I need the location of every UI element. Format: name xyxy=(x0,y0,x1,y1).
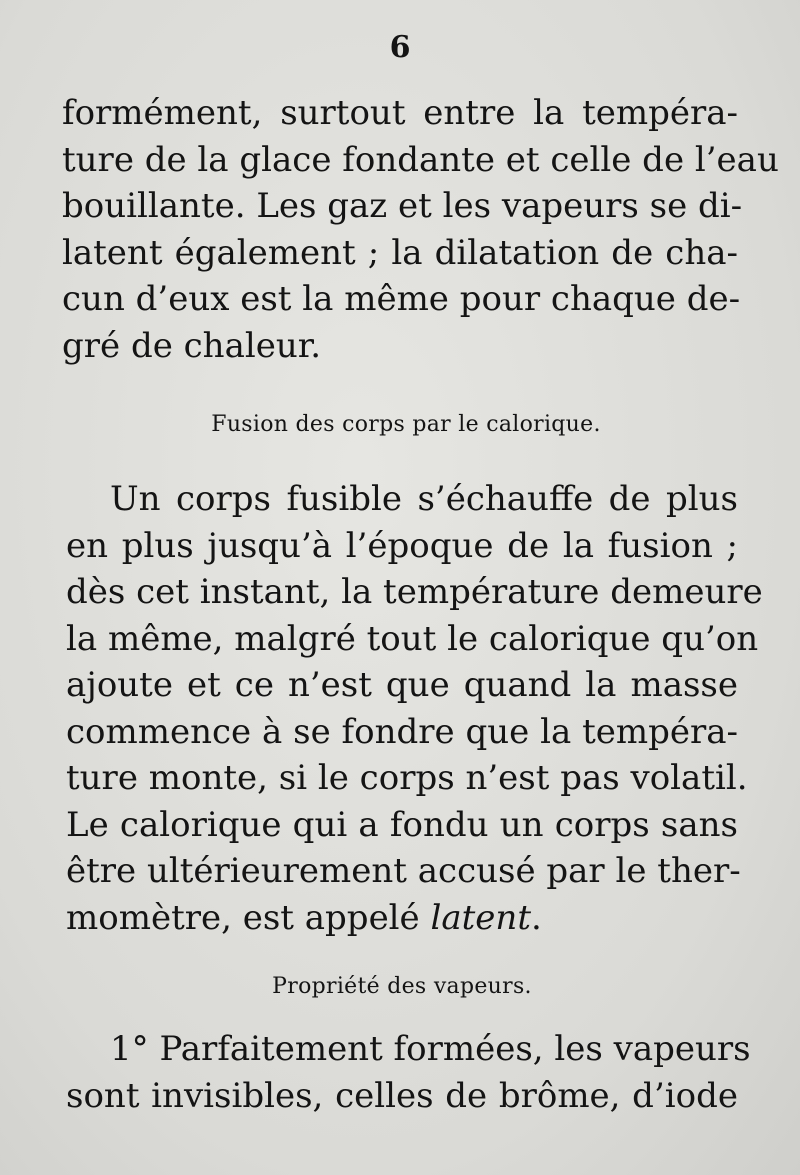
text-line: ture de la glace fondante et celle de l’eau xyxy=(62,139,779,180)
text-line: ajoute et ce n’est que quand la masse xyxy=(66,665,738,705)
paragraph-thermal-dilatation xyxy=(62,90,779,369)
text-line: sont invisibles, celles de brôme, d’iode xyxy=(66,1075,738,1116)
text-fragment: . xyxy=(531,897,542,938)
text-line: 1° Parfaitement formées, les vapeurs xyxy=(110,1029,751,1069)
text-line: commence à se fondre que la tempéra- xyxy=(66,711,738,752)
text-line: Le calorique qui a fondu un corps sans xyxy=(66,804,738,845)
paragraph-vapeurs xyxy=(66,1026,751,1119)
text-line: en plus jusqu’à l’époque de la fusion ; xyxy=(66,525,738,566)
italic-term-latent: latent xyxy=(430,897,531,938)
text-line: bouillante. Les gaz et les vapeurs se di- xyxy=(62,186,743,226)
text-line-last xyxy=(66,895,738,942)
text-line: ture monte, si le corps n’est pas volatil. xyxy=(66,758,748,798)
text-line: latent également ; la dilatation de cha- xyxy=(62,232,738,273)
text-line: cun d’eux est la même pour chaque de- xyxy=(62,279,741,319)
page-number: 6 xyxy=(389,30,411,65)
section-heading-vapeurs: Propriété des vapeurs. xyxy=(272,974,532,999)
text-line: la même, malgré tout le calorique qu’on xyxy=(66,618,759,659)
text-line: Un corps fusible s’échauffe de plus xyxy=(110,479,738,519)
text-fragment: momètre, est appelé xyxy=(66,897,431,938)
paragraph-fusion xyxy=(66,476,763,941)
section-heading-fusion: Fusion des corps par le calorique. xyxy=(211,412,601,437)
text-line: dès cet instant, la température demeure xyxy=(66,572,763,612)
text-line: être ultérieurement accusé par le ther- xyxy=(66,851,741,891)
text-line: formément, surtout entre la tempéra- xyxy=(62,93,738,133)
text-line: gré de chaleur. xyxy=(62,325,322,366)
